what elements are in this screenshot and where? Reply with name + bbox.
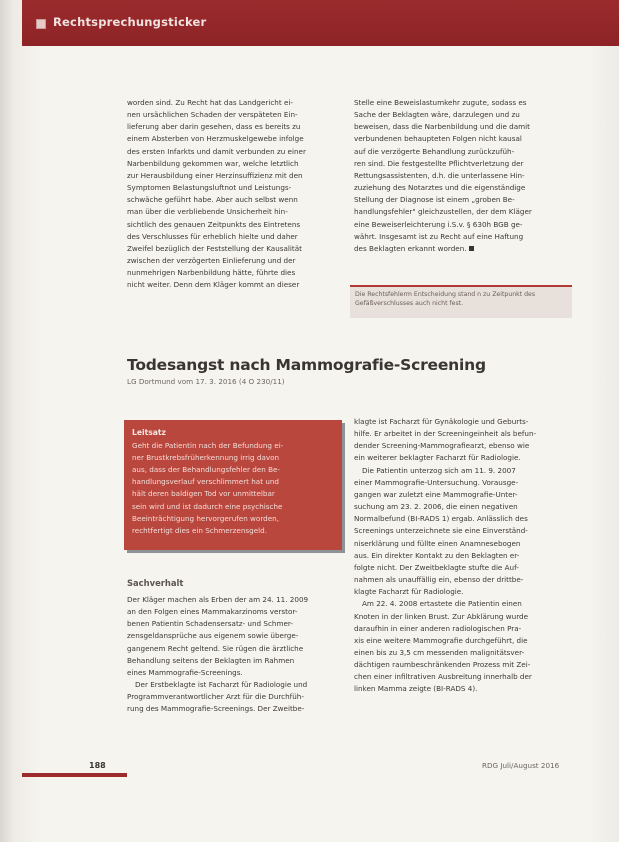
image-caption: Die Rechtsfehlerm Entscheidung stand n zu Zeitpunkt des Gefäßverschlusses auch nicht fest.: [350, 285, 572, 318]
text-line: [354, 243, 572, 255]
text-line: Die Patientin unterzog sich am 11. 9. 2007: [362, 465, 516, 475]
text-line: Zweifel bezüglich der Feststellung der Kausalität: [127, 243, 302, 253]
text-line: suchung am 23. 2. 2006, die einen negativen: [354, 502, 518, 512]
text-line: Beeinträchtigung hervorgerufen worden,: [132, 513, 279, 523]
text-line: an den Folgen eines Mammakarzinoms verstor-: [127, 607, 298, 617]
text-line: zwischen der verzögerten Einlieferung und der: [127, 256, 296, 266]
text-line: worden sind. Zu Recht hat das Landgericht ei-: [127, 98, 293, 107]
lower-right-column: [354, 416, 572, 696]
text-line: sichtlich des genauen Zeitpunkts des Eintretens: [127, 219, 301, 229]
text-line: des ersten Infarkts und damit verbunden zu einer: [127, 146, 306, 156]
text-line: chen einer infiltrativen Ausbreitung innerhalb der: [354, 672, 532, 682]
text-line: schwäche geführt habe. Aber auch selbst wenn: [127, 195, 298, 205]
text-line: aus. Ein direkter Kontakt zu den Beklagten er-: [354, 550, 520, 560]
article-title: Todesangst nach Mammografie-Screening: [127, 356, 486, 374]
text-line: hält deren baldigen Tod vor unmittelbar: [132, 489, 275, 499]
text-line: Normalbefund (BI-RADS 1) ergab. Anlässlich des: [354, 514, 528, 524]
text-line: Narbenbildung gekommen war, welche letztlich: [127, 158, 299, 168]
text-line: einen bis zu 3,5 cm messenden malignitätsver-: [354, 647, 525, 657]
lower-left-column: [127, 594, 345, 716]
text-line: rung des Mammografie-Screenings. Der Zweitbe-: [127, 704, 305, 714]
text-line: des Verschlusses für erheblich hielte und daher: [127, 231, 298, 241]
upper-left-column: [127, 97, 345, 292]
text-line: nahmen als unauffällig ein, ebenso der drittbe-: [354, 575, 524, 585]
court-reference: LG Dortmund vom 17. 3. 2016 (4 O 230/11): [127, 377, 285, 386]
text-line: linken Mamma zeigte (BI-RADS 4).: [354, 684, 478, 694]
text-line: daraufhin in einer anderen radiologischen Pra-: [354, 623, 522, 633]
text-line: Stelle eine Beweislastumkehr zugute, sodass es: [354, 98, 527, 107]
text-line: gangenem Recht geltend. Sie rügen die ärztliche: [127, 643, 304, 653]
text-line: Rettungsassistenten, d.h. die unterlassene Hin-: [354, 170, 525, 180]
text-line: verbundenen behaupteten Folgen nicht kausal: [354, 134, 522, 144]
text-line: Der Kläger machen als Erben der am 24. 11. 2009: [127, 595, 309, 604]
text-line: Am 22. 4. 2008 ertastete die Patientin einen: [362, 599, 522, 609]
text-line: Geht die Patientin nach der Befundung ei-: [132, 441, 284, 451]
text-line: handlungsfehler" gleichzustellen, der dem Kläger: [354, 207, 532, 217]
text-line: klagte ist Facharzt für Gynäkologie und Geburts-: [354, 417, 529, 426]
text-line: einer Mammografie-Untersuchung. Vorausge-: [354, 477, 519, 487]
text-line: Screenings unterzeichnete sie eine Einverständ-: [354, 526, 528, 536]
end-of-article-icon: [469, 246, 474, 251]
text-line: folgte nicht. Der Zweitbeklagte stufte die Auf-: [354, 562, 519, 572]
text-line: nunmehrigen Narbenbildung hätte, führte dies: [127, 268, 296, 278]
text-line: Programmverantwortlicher Arzt für die Durchfüh-: [127, 692, 304, 702]
text-line: zuziehung des Notarztes und die eigenständige: [354, 183, 526, 193]
text-line: ein weiterer beklagter Facharzt für Radiologie.: [354, 453, 521, 463]
text-line: aus, dass der Behandlungsfehler den Be-: [132, 465, 281, 475]
leitsatz-box: [124, 420, 342, 550]
footer-rule: [22, 773, 127, 777]
text-line: eines Mammografie-Screenings.: [127, 667, 243, 677]
text-line: eine Beweiserleichterung i.S.v. § 630h BGB ge-: [354, 219, 523, 229]
text-line: benen Patientin Schadensersatz- und Schmer-: [127, 619, 293, 629]
text-line: dächtigen raumbeschränkenden Prozess mit Zei-: [354, 660, 531, 670]
text-line: ner Brustkrebsfrüherkennung irrig davon: [132, 453, 280, 463]
page-number: 188: [89, 761, 106, 770]
text-line: ren sind. Die festgestellte Pflichtverletzung der: [354, 158, 524, 168]
text-line: man über die verbliebende Unsicherheit hin-: [127, 207, 288, 217]
text-line: währt. Insgesamt ist zu Recht auf eine Haftung: [354, 231, 524, 241]
section-label: Rechtsprechungsticker: [53, 15, 207, 29]
journal-issue: RDG Juli/August 2016: [482, 761, 560, 770]
section-header-bar: [22, 0, 619, 46]
text-line: xis eine weitere Mammografie durchgeführt, die: [354, 635, 528, 645]
text-line: zensgeldansprüche aus eigenem sowie überge-: [127, 631, 299, 641]
text-line: niserklärung und füllte einen Anamnesebogen: [354, 538, 521, 548]
upper-right-column: [354, 97, 572, 255]
text-line: Behandlung seitens der Beklagten im Rahmen: [127, 655, 295, 665]
section-heading: Sachverhalt: [127, 578, 184, 588]
text-line: dender Screening-Mammografiearzt, ebenso wie: [354, 441, 530, 451]
text-line: auf die verzögerte Behandlung zurückzufüh-: [354, 146, 515, 156]
text-line: Stellung der Diagnose ist einem „groben Be-: [354, 195, 515, 205]
text-line: nicht weiter. Denn dem Kläger kommt an dieser: [127, 280, 300, 290]
leitsatz-heading: Leitsatz: [132, 428, 166, 437]
text-line: beweisen, dass die Narbenbildung und die damit: [354, 122, 530, 132]
text-line: zur Herausbildung einer Herzinsuffizienz mit den: [127, 170, 303, 180]
text-line: Sache der Beklagten wäre, darzulegen und zu: [354, 110, 520, 120]
text-line: einem Absterben von Herzmuskelgewebe infolge: [127, 134, 304, 144]
text-line: handlungsverlauf verschlimmert hat und: [132, 477, 279, 487]
text-line: lieferung aber darin gesehen, dass es bereits zu: [127, 122, 301, 132]
text-line: nen ursächlichen Schaden der verspäteten Ein-: [127, 110, 298, 120]
text-line: Symptomen Belastungsluftnot und Leistungs-: [127, 183, 292, 193]
text-line: rechtfertigt dies ein Schmerzensgeld.: [132, 525, 267, 535]
section-marker-icon: [36, 19, 46, 29]
text-line: hilfe. Er arbeitet in der Screeningeinheit als befun-: [354, 429, 537, 439]
text-span: des Beklagten erkannt worden.: [354, 243, 467, 253]
text-line: klagte Facharzt für Radiologie.: [354, 587, 464, 597]
text-line: sein wird und ist dadurch eine psychische: [132, 501, 283, 511]
text-line: Knoten in der linken Brust. Zur Abklärung wurde: [354, 611, 529, 621]
text-line: Der Erstbeklagte ist Facharzt für Radiologie und: [135, 680, 308, 690]
text-line: gangen war zuletzt eine Mammografie-Unter-: [354, 489, 518, 499]
